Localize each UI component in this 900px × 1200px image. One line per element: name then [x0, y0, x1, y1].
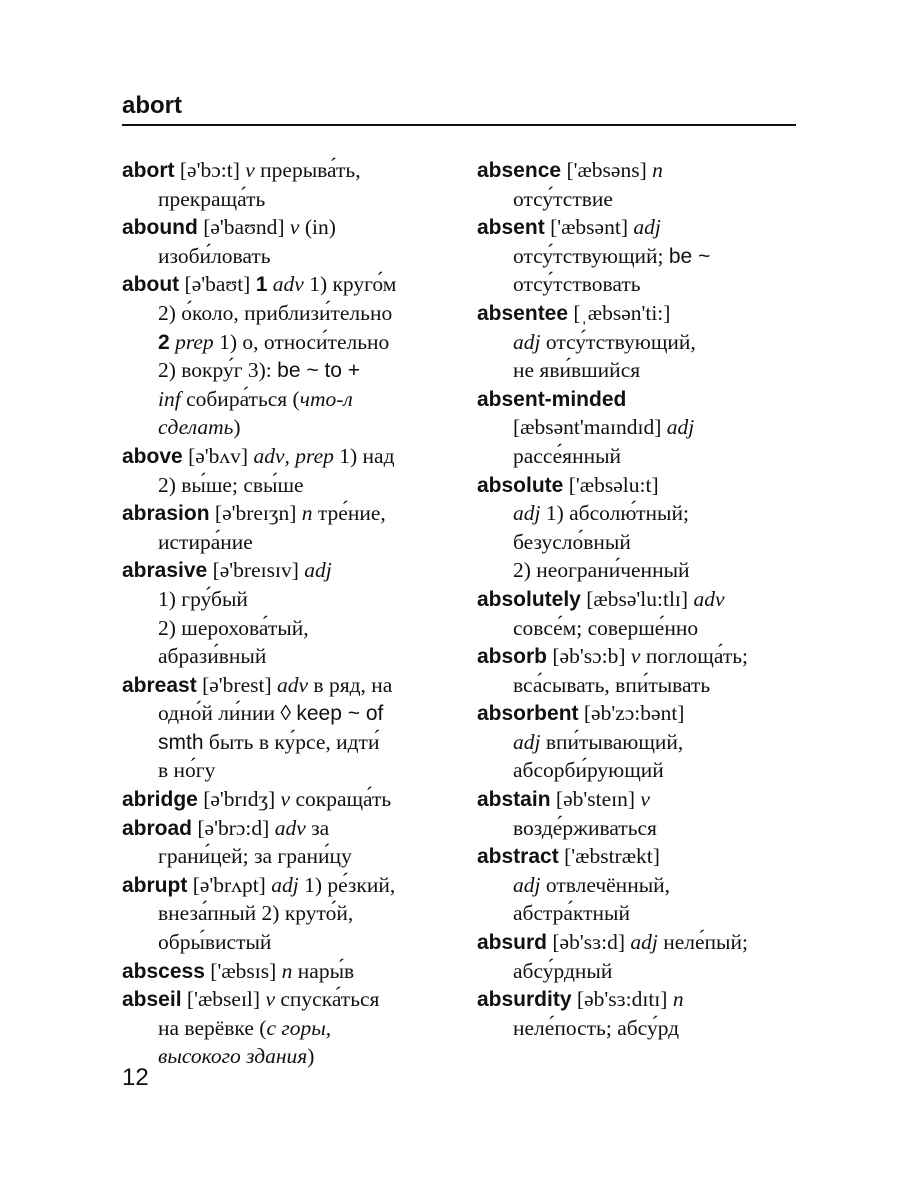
grammar-label: v: [280, 787, 291, 812]
text-segment: нары́в: [292, 958, 355, 983]
text-segment: 1) гру́бый: [158, 586, 248, 611]
text-segment: [əb'sɜ:dɪtɪ]: [571, 987, 673, 1012]
text-segment: [ˌæbsən'ti:]: [568, 300, 671, 325]
text-segment: поглоща́ть;: [640, 644, 748, 669]
grammar-label: v: [630, 644, 641, 669]
entry-continuation-line: [122, 614, 452, 643]
headword: abridge: [122, 788, 198, 812]
entry-continuation-line: [122, 899, 452, 928]
text-segment: (in): [299, 215, 336, 240]
entry-headline: [122, 213, 452, 242]
entry-headline: [477, 928, 807, 957]
headword: abrasive: [122, 559, 208, 583]
entry-headline: [477, 842, 807, 871]
entry-continuation-line: [122, 842, 452, 871]
entry-continuation-line: [122, 728, 452, 757]
text-segment: обры́вистый: [158, 930, 272, 955]
text-segment: [ə'brɪdʒ]: [197, 787, 281, 812]
headword: absurd: [477, 931, 548, 955]
headword: absorbent: [477, 702, 579, 726]
text-segment: [æbsə'lu:tlɪ]: [580, 586, 694, 611]
text-segment: абрази́вный: [158, 644, 267, 669]
entry-continuation-line: [477, 499, 807, 528]
grammar-label: inf: [158, 386, 181, 411]
text-segment: [ə'bʌv]: [182, 443, 254, 468]
entry-continuation-line: [122, 585, 452, 614]
text-segment: [ə'breɪsɪv]: [207, 558, 305, 583]
entry-continuation-line: [122, 528, 452, 557]
left-column: [122, 156, 452, 1071]
text-segment: 2) вы́ше; свы́ше: [158, 472, 304, 497]
text-segment: отсу́тствующий;: [513, 243, 669, 268]
text-segment: на верёвке (: [158, 1015, 267, 1040]
entry-continuation-line: [122, 185, 452, 214]
text-segment: 1) ре́зкий,: [298, 872, 396, 897]
text-segment: 2) шерохова́тый,: [158, 615, 309, 640]
grammar-label: adj: [513, 501, 541, 526]
text-segment: прекраща́ть: [158, 186, 266, 211]
text-segment: абсу́рдный: [513, 958, 613, 983]
grammar-label: adj: [630, 930, 658, 955]
text-segment: ['æbsəlu:t]: [563, 472, 659, 497]
text-segment: возде́рживаться: [513, 815, 657, 840]
grammar-label: с горы,: [266, 1015, 332, 1040]
text-segment: изоби́ловать: [158, 243, 271, 268]
english-phrase: be ~ to +: [277, 359, 361, 383]
text-segment: ['æbstrækt]: [558, 844, 660, 869]
text-segment: сокраща́ть: [290, 787, 392, 812]
headword: abstain: [477, 788, 551, 812]
headword: abort: [122, 159, 175, 182]
text-segment: истира́ние: [158, 529, 253, 554]
entry-continuation-line: [477, 442, 807, 471]
entry-headline: [477, 785, 807, 814]
text-segment: ['æbsɪs]: [204, 958, 282, 983]
entry-continuation-line: [477, 614, 807, 643]
grammar-label: adj: [666, 415, 695, 440]
text-segment: [ə'baʊt]: [179, 272, 256, 297]
grammar-label: что-л: [299, 386, 353, 411]
text-segment: [æbsənt'maɪndɪd]: [513, 415, 667, 440]
grammar-label: v: [245, 158, 255, 182]
entry-continuation-line: [122, 299, 452, 328]
entry-continuation-line: [122, 756, 452, 785]
headword: abound: [122, 216, 198, 240]
grammar-label: v: [265, 987, 275, 1012]
entry-continuation-line: [477, 328, 807, 357]
entry-continuation-line: [122, 385, 452, 414]
grammar-label: n: [652, 158, 663, 182]
running-head: abort: [122, 92, 182, 119]
text-segment: грани́цей; за грани́цу: [158, 844, 352, 869]
headword: absolute: [477, 473, 564, 497]
entry-continuation-line: [122, 328, 452, 357]
text-segment: [əb'sɜ:d]: [547, 930, 631, 955]
text-segment: абстра́ктный: [513, 901, 630, 926]
text-segment: [ə'bɔ:t]: [174, 158, 246, 182]
entry-continuation-line: [477, 957, 807, 986]
headword: absolutely: [477, 587, 581, 611]
entry-headline: [122, 156, 452, 185]
text-segment: ): [233, 415, 241, 440]
text-segment: 1) круго́м: [303, 272, 397, 297]
entry-headline: [122, 985, 452, 1014]
text-segment: ,: [284, 443, 296, 468]
text-segment: собира́ться (: [180, 386, 300, 411]
entry-continuation-line: [477, 1014, 807, 1043]
grammar-label: adv: [277, 672, 309, 697]
headword: absurdity: [477, 988, 572, 1012]
entry-headline: [477, 642, 807, 671]
text-segment: неле́пость; абсу́рд: [513, 1015, 680, 1040]
headword: absence: [477, 159, 562, 182]
text-segment: 1) о, относи́тельно: [213, 329, 390, 354]
entry-continuation-line: [477, 671, 807, 700]
entry-headline: [122, 785, 452, 814]
english-phrase: smth: [158, 730, 204, 754]
text-segment: в ряд, на: [308, 672, 393, 697]
grammar-label: adj: [304, 558, 332, 583]
text-segment: ['æbsəns]: [561, 158, 653, 182]
text-segment: быть в ку́рсе, идти́: [203, 729, 380, 754]
entry-continuation-line: [477, 356, 807, 385]
headword: abroad: [122, 816, 193, 840]
text-segment: безусло́вный: [513, 529, 631, 554]
text-segment: рассе́янный: [513, 443, 622, 468]
entry-continuation-line: [477, 899, 807, 928]
headword: 2: [158, 330, 170, 354]
text-segment: [ə'brɔ:d]: [192, 815, 275, 840]
text-segment: [əb'sɔ:b]: [547, 644, 631, 669]
entry-continuation-line: [122, 471, 452, 500]
headword: abscess: [122, 959, 205, 983]
text-segment: абсорби́рующий: [513, 758, 664, 783]
text-segment: не яви́вшийся: [513, 358, 641, 383]
english-phrase: be ~: [668, 244, 711, 268]
entry-continuation-line: [122, 642, 452, 671]
entry-continuation-line: [477, 871, 807, 900]
headword: abreast: [122, 673, 197, 697]
text-segment: отсу́тствующий,: [540, 329, 696, 354]
grammar-label: adv: [274, 815, 306, 840]
text-segment: [əb'zɔ:bənt]: [578, 701, 685, 726]
grammar-label: v: [289, 215, 300, 240]
grammar-label: n: [301, 501, 313, 526]
entry-headline: [122, 871, 452, 900]
grammar-label: adj: [633, 215, 661, 240]
entry-continuation-line: [122, 356, 452, 385]
headword: abseil: [122, 988, 182, 1012]
text-segment: прерыва́ть,: [254, 158, 361, 182]
entry-headline: [477, 985, 807, 1014]
text-segment: 1) абсолю́тный;: [540, 501, 689, 526]
entry-continuation-line: [477, 728, 807, 757]
entry-continuation-line: [122, 413, 452, 442]
entry-headline: [477, 299, 807, 328]
grammar-label: сделать: [158, 415, 234, 440]
headword: absent-minded: [477, 387, 627, 411]
text-segment: 2) о́коло, приблизи́тельно: [158, 300, 393, 325]
entry-continuation-line: [122, 1014, 452, 1043]
text-segment: [ə'brest]: [196, 672, 277, 697]
entry-continuation-line: [477, 756, 807, 785]
headword: abrupt: [122, 873, 188, 897]
grammar-label: prep: [295, 443, 334, 468]
text-segment: впи́тывающий,: [540, 729, 684, 754]
entry-continuation-line: [477, 185, 807, 214]
grammar-label: adj: [271, 872, 299, 897]
text-segment: [ə'breɪʒn]: [209, 501, 302, 526]
text-segment: 1) над: [333, 443, 395, 468]
text-segment: ['æbsənt]: [544, 215, 634, 240]
text-segment: вса́сывать, впи́тывать: [513, 672, 711, 697]
text-segment: тре́ние,: [312, 501, 386, 526]
text-segment: 2) вокру́г 3):: [158, 358, 278, 383]
text-segment: [ə'baʊnd]: [197, 215, 290, 240]
entry-continuation-line: [477, 242, 807, 271]
entry-continuation-line: [477, 413, 807, 442]
entry-continuation-line: [122, 928, 452, 957]
entry-continuation-line: [477, 814, 807, 843]
text-segment: спуска́ться: [274, 987, 380, 1012]
entry-headline: [122, 671, 452, 700]
entry-continuation-line: [122, 1042, 452, 1071]
headword: about: [122, 273, 180, 297]
entry-headline: [477, 213, 807, 242]
text-segment: отсу́тствовать: [513, 272, 641, 297]
text-segment: ): [307, 1044, 315, 1069]
entry-headline: [477, 471, 807, 500]
grammar-label: adj: [513, 329, 541, 354]
text-segment: неле́пый;: [657, 930, 748, 955]
text-segment: отсу́тствие: [513, 186, 613, 211]
headword: absentee: [477, 301, 569, 325]
entry-headline: [477, 699, 807, 728]
headword: absorb: [477, 645, 548, 669]
grammar-label: adv: [253, 443, 285, 468]
entry-continuation-line: [477, 556, 807, 585]
english-phrase: keep ~ of: [296, 702, 384, 726]
entry-continuation-line: [477, 270, 807, 299]
entry-continuation-line: [477, 528, 807, 557]
text-segment: [ə'brʌpt]: [187, 872, 272, 897]
entry-continuation-line: [122, 242, 452, 271]
grammar-label: высокого здания: [158, 1044, 308, 1069]
headword: absent: [477, 216, 545, 240]
page-number: 12: [122, 1064, 149, 1091]
entry-headline: [122, 270, 452, 299]
header-rule: [122, 124, 796, 126]
grammar-label: adj: [513, 729, 541, 754]
grammar-label: n: [672, 987, 684, 1012]
text-segment: за: [305, 815, 330, 840]
text-segment: одно́й ли́нии ◊: [158, 701, 297, 726]
text-segment: совсе́м; соверше́нно: [513, 615, 699, 640]
headword: abrasion: [122, 502, 210, 526]
entry-headline: [122, 442, 452, 471]
text-segment: отвлечённый,: [540, 872, 671, 897]
entry-headline: [477, 156, 807, 185]
entry-headline: [122, 957, 452, 986]
text-segment: в но́гу: [158, 758, 216, 783]
entry-headline: [477, 385, 807, 414]
entry-continuation-line: [122, 699, 452, 728]
grammar-label: v: [640, 787, 650, 812]
entry-headline: [122, 814, 452, 843]
entry-headline: [477, 585, 807, 614]
grammar-label: adj: [513, 872, 541, 897]
text-segment: 2) неограни́ченный: [513, 558, 690, 583]
grammar-label: n: [281, 958, 293, 983]
text-segment: [əb'steɪn]: [550, 787, 641, 812]
grammar-label: adv: [693, 586, 725, 611]
right-column: [477, 156, 807, 1042]
entry-headline: [122, 556, 452, 585]
grammar-label: adv: [272, 272, 304, 297]
grammar-label: prep: [175, 329, 214, 354]
headword: above: [122, 444, 183, 468]
entry-headline: [122, 499, 452, 528]
text-segment: ['æbseɪl]: [181, 987, 266, 1012]
headword: abstract: [477, 845, 559, 869]
headword: 1: [255, 273, 268, 297]
text-segment: внеза́пный 2) круто́й,: [158, 901, 354, 926]
